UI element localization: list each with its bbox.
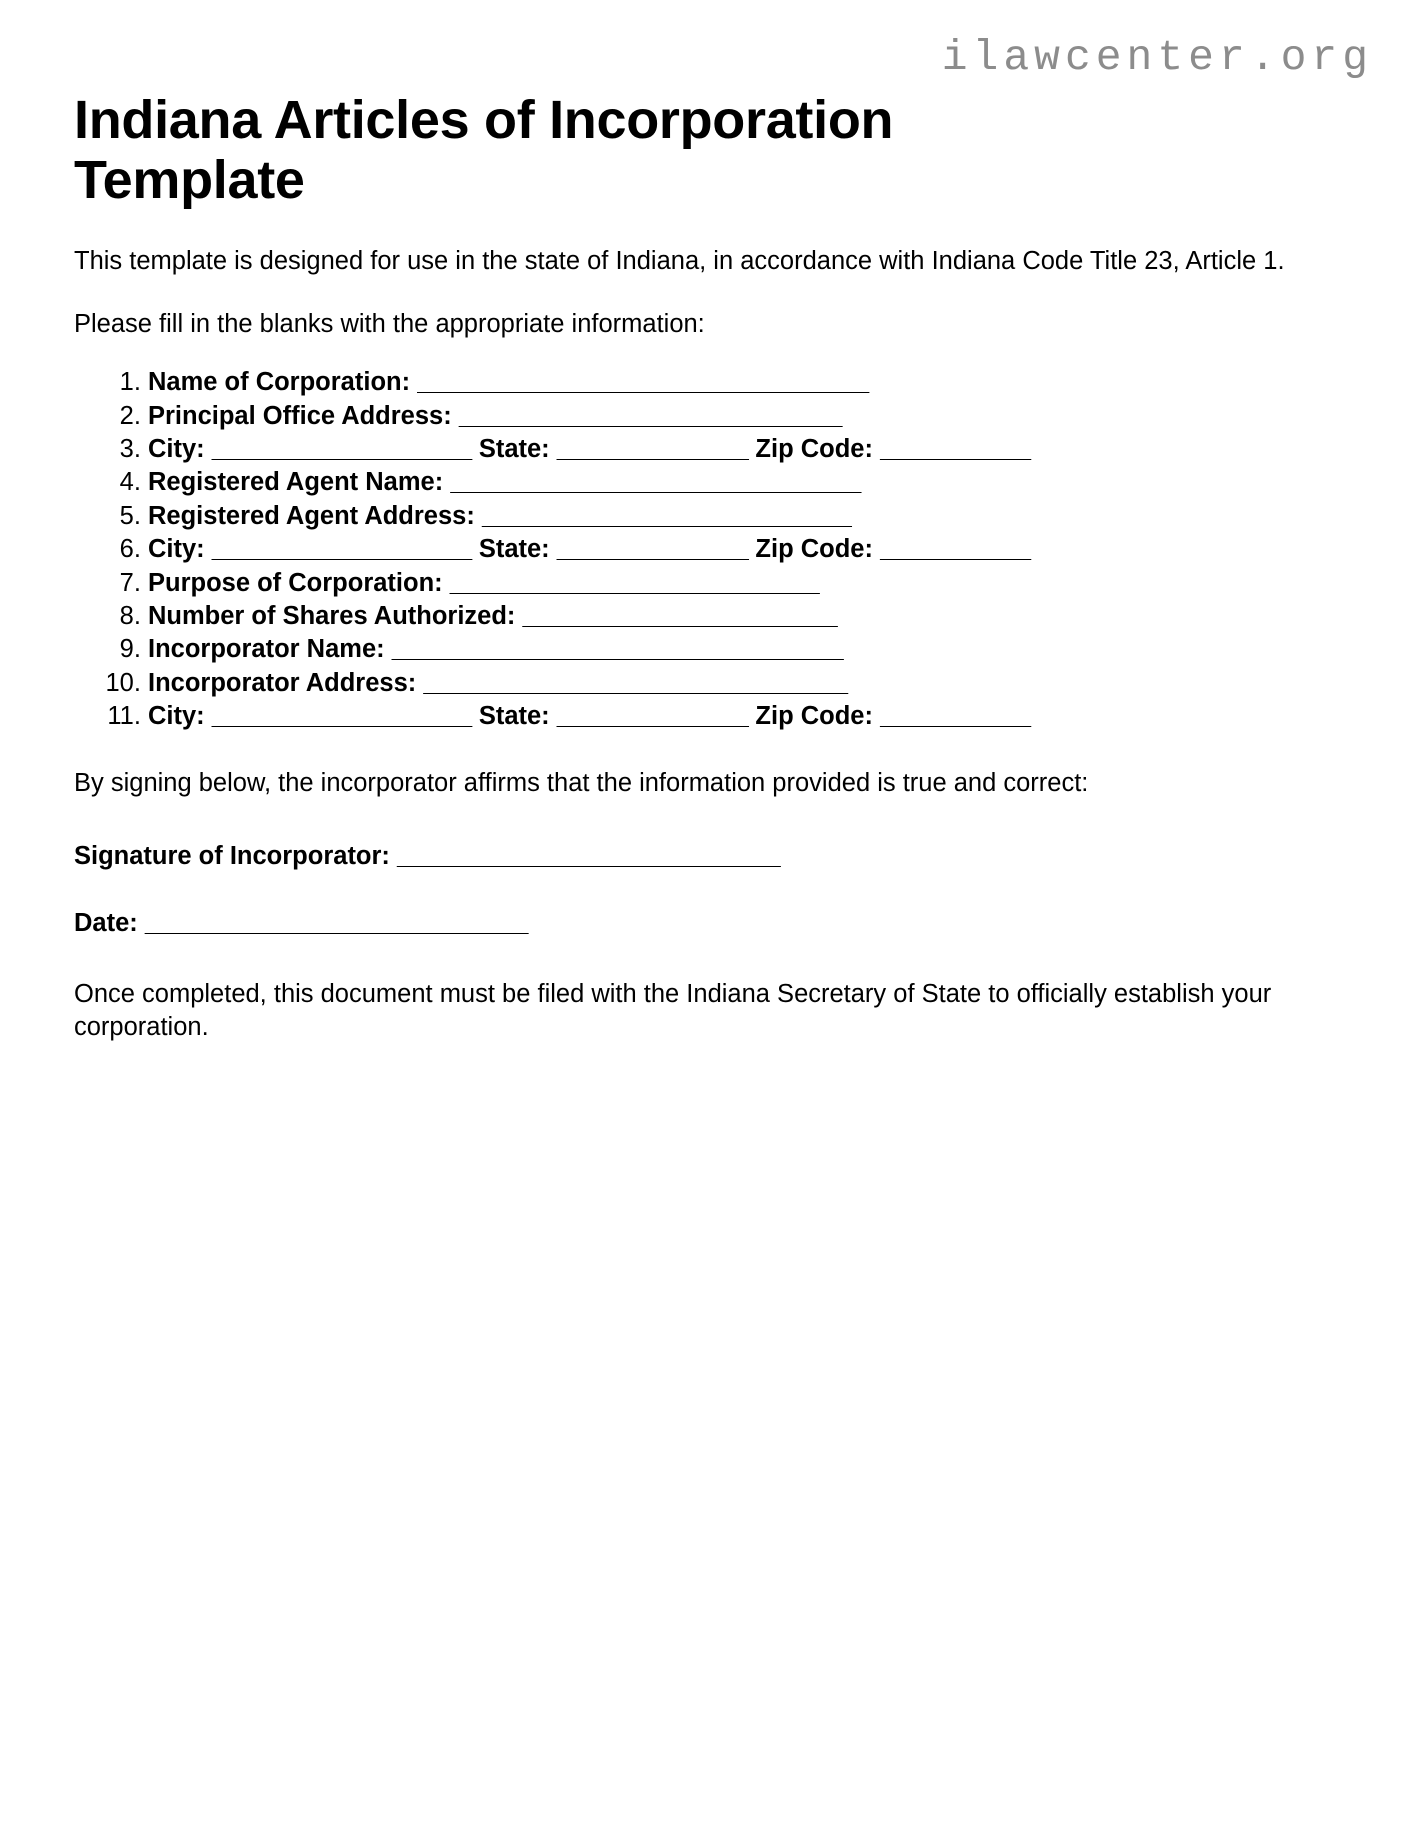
closing-paragraph: Once completed, this document must be filed with the Indiana Secretary of State to officially establish your corporation.: [74, 980, 1272, 1041]
field-label-zip: Zip Code:: [755, 535, 873, 564]
page-title: Indiana Articles of Incorporation Template: [74, 90, 894, 211]
date-line: [74, 909, 1309, 938]
field-label: Name of Corporation:: [148, 368, 411, 397]
intro-paragraph: This template is designed for use in the state of Indiana, in accordance with Indiana Code Title 23, Article 1.: [74, 246, 1285, 275]
form-fields-list: [74, 366, 1309, 733]
field-blank[interactable]: ___________________________: [481, 501, 852, 530]
signature-line: [74, 842, 1309, 871]
field-blank[interactable]: ____________________________: [458, 401, 842, 430]
signature-blank[interactable]: ____________________________: [397, 842, 781, 871]
field-label: Purpose of Corporation:: [148, 568, 443, 597]
field-label-zip: Zip Code:: [755, 434, 873, 463]
field-blank-state[interactable]: ______________: [556, 535, 749, 564]
field-label: Registered Agent Name:: [148, 468, 444, 497]
field-label-zip: Zip Code:: [755, 702, 873, 731]
field-label: Incorporator Name:: [148, 635, 385, 664]
field-blank-city[interactable]: ___________________: [211, 535, 472, 564]
site-watermark: ilawcenter.org: [941, 33, 1373, 82]
field-label: Number of Shares Authorized:: [148, 601, 516, 630]
field-blank[interactable]: ___________________________: [449, 568, 820, 597]
field-label-city: City:: [148, 702, 205, 731]
field-label-city: City:: [148, 434, 205, 463]
date-blank[interactable]: ____________________________: [144, 909, 528, 938]
field-label: Principal Office Address:: [148, 401, 452, 430]
field-label-state: State:: [478, 702, 550, 731]
instruction-paragraph: Please fill in the blanks with the appropriate information:: [74, 309, 705, 338]
field-blank-city[interactable]: ___________________: [211, 434, 472, 463]
form-field-purpose-of-corporation: [148, 567, 1309, 600]
form-field-principal-office-address: [148, 400, 1309, 433]
field-blank[interactable]: _________________________________: [417, 368, 869, 397]
form-field-incorporator-address: [148, 667, 1309, 700]
signature-label: Signature of Incorporator:: [74, 842, 390, 871]
form-field-incorporator-name: [148, 633, 1309, 666]
form-field-registered-agent-name: [148, 466, 1309, 499]
form-field-number-of-shares-authorized: [148, 600, 1309, 633]
field-label-state: State:: [478, 434, 550, 463]
form-field-registered-agent-address: [148, 500, 1309, 533]
field-blank-state[interactable]: ______________: [556, 434, 749, 463]
affirmation-paragraph: By signing below, the incorporator affirms that the information provided is true and correct:: [74, 769, 1089, 798]
field-blank-zip[interactable]: ___________: [880, 434, 1031, 463]
field-blank-city[interactable]: ___________________: [211, 702, 472, 731]
field-blank[interactable]: ______________________________: [450, 468, 861, 497]
form-field-agent-city-state-zip: [148, 533, 1309, 566]
date-label: Date:: [74, 909, 138, 938]
form-field-incorporator-city-state-zip: [148, 700, 1309, 733]
field-label-city: City:: [148, 535, 205, 564]
form-field-principal-city-state-zip: [148, 433, 1309, 466]
field-label: Registered Agent Address:: [148, 501, 475, 530]
field-label: Incorporator Address:: [148, 668, 417, 697]
field-blank[interactable]: _______________________: [522, 601, 838, 630]
field-blank-zip[interactable]: ___________: [880, 535, 1031, 564]
field-blank-zip[interactable]: ___________: [880, 702, 1031, 731]
field-blank-state[interactable]: ______________: [556, 702, 749, 731]
form-field-name-of-corporation: [148, 366, 1309, 399]
field-blank[interactable]: _______________________________: [423, 668, 848, 697]
field-label-state: State:: [478, 535, 550, 564]
field-blank[interactable]: _________________________________: [391, 635, 844, 664]
document-body: [74, 90, 1309, 1069]
